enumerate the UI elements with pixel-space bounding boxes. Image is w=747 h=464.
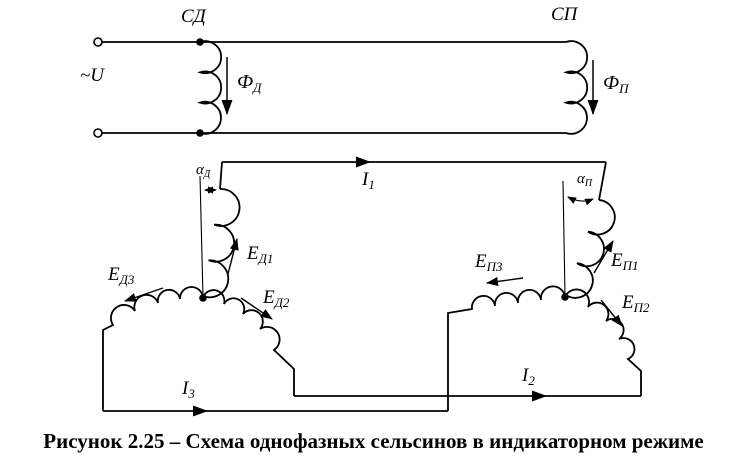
receiver-rotor-stub [599, 162, 606, 200]
emf-arrows [125, 239, 622, 326]
receiver-axis-line [563, 181, 565, 296]
source-terminal [94, 129, 102, 137]
current-i3-label: $I_3$ [182, 378, 195, 401]
junction-dot [196, 38, 204, 46]
angle-marks [205, 190, 593, 201]
synchro-windings [103, 162, 641, 411]
transmitter-rotor-stub [220, 162, 222, 189]
emf-d1-label: $Е_{Д1}$ [247, 243, 274, 266]
flux-p-label: $Ф_П$ [603, 72, 629, 96]
transmitter-name: СД [181, 6, 206, 27]
transmitter-axis-line [200, 176, 203, 297]
alpha-d-label: $\alpha_Д$ [196, 162, 211, 180]
rotor-axis-lines [200, 176, 565, 297]
alpha-p-arc-icon [568, 197, 593, 201]
flux-d-label: $Ф_Д$ [237, 71, 262, 95]
receiver-name: СП [551, 4, 578, 25]
emf-p3-arrow-icon [487, 278, 523, 283]
current-i2-label: $I_2$ [522, 365, 535, 388]
receiver-stator-winding-3 [448, 286, 565, 411]
current-i1-label: $I_1$ [362, 169, 375, 192]
alpha-p-label: $\alpha_П$ [577, 171, 593, 189]
flux-arrows [227, 57, 593, 114]
emf-p1-label: $Е_{П1}$ [611, 250, 639, 273]
transmitter-excitation-coil [200, 41, 221, 134]
excitation-circuit [102, 41, 587, 134]
receiver-rotor-coil [566, 200, 615, 298]
transmitter-label [181, 7, 206, 26]
emf-p2-label: $Е_{П2}$ [622, 292, 650, 315]
emf-p3-label: $Е_{П3}$ [475, 251, 503, 274]
receiver-label [551, 5, 577, 24]
receiver-excitation-coil [566, 41, 587, 134]
emf-d3-label: $Е_{Д3}$ [108, 264, 135, 287]
emf-d2-label: $Е_{Д2}$ [263, 287, 290, 310]
source-voltage-label: ~U [80, 65, 105, 86]
junction-dot [561, 293, 569, 301]
figure-caption: Рисунок 2.25 – Схема однофазных сельсинов в индикаторном режиме [43, 429, 704, 453]
transmitter-rotor-coil [203, 189, 240, 297]
junction-dot [199, 294, 207, 302]
source-terminal [94, 38, 102, 46]
emf-p2-arrow-icon [601, 300, 622, 326]
junction-dot [196, 129, 204, 137]
